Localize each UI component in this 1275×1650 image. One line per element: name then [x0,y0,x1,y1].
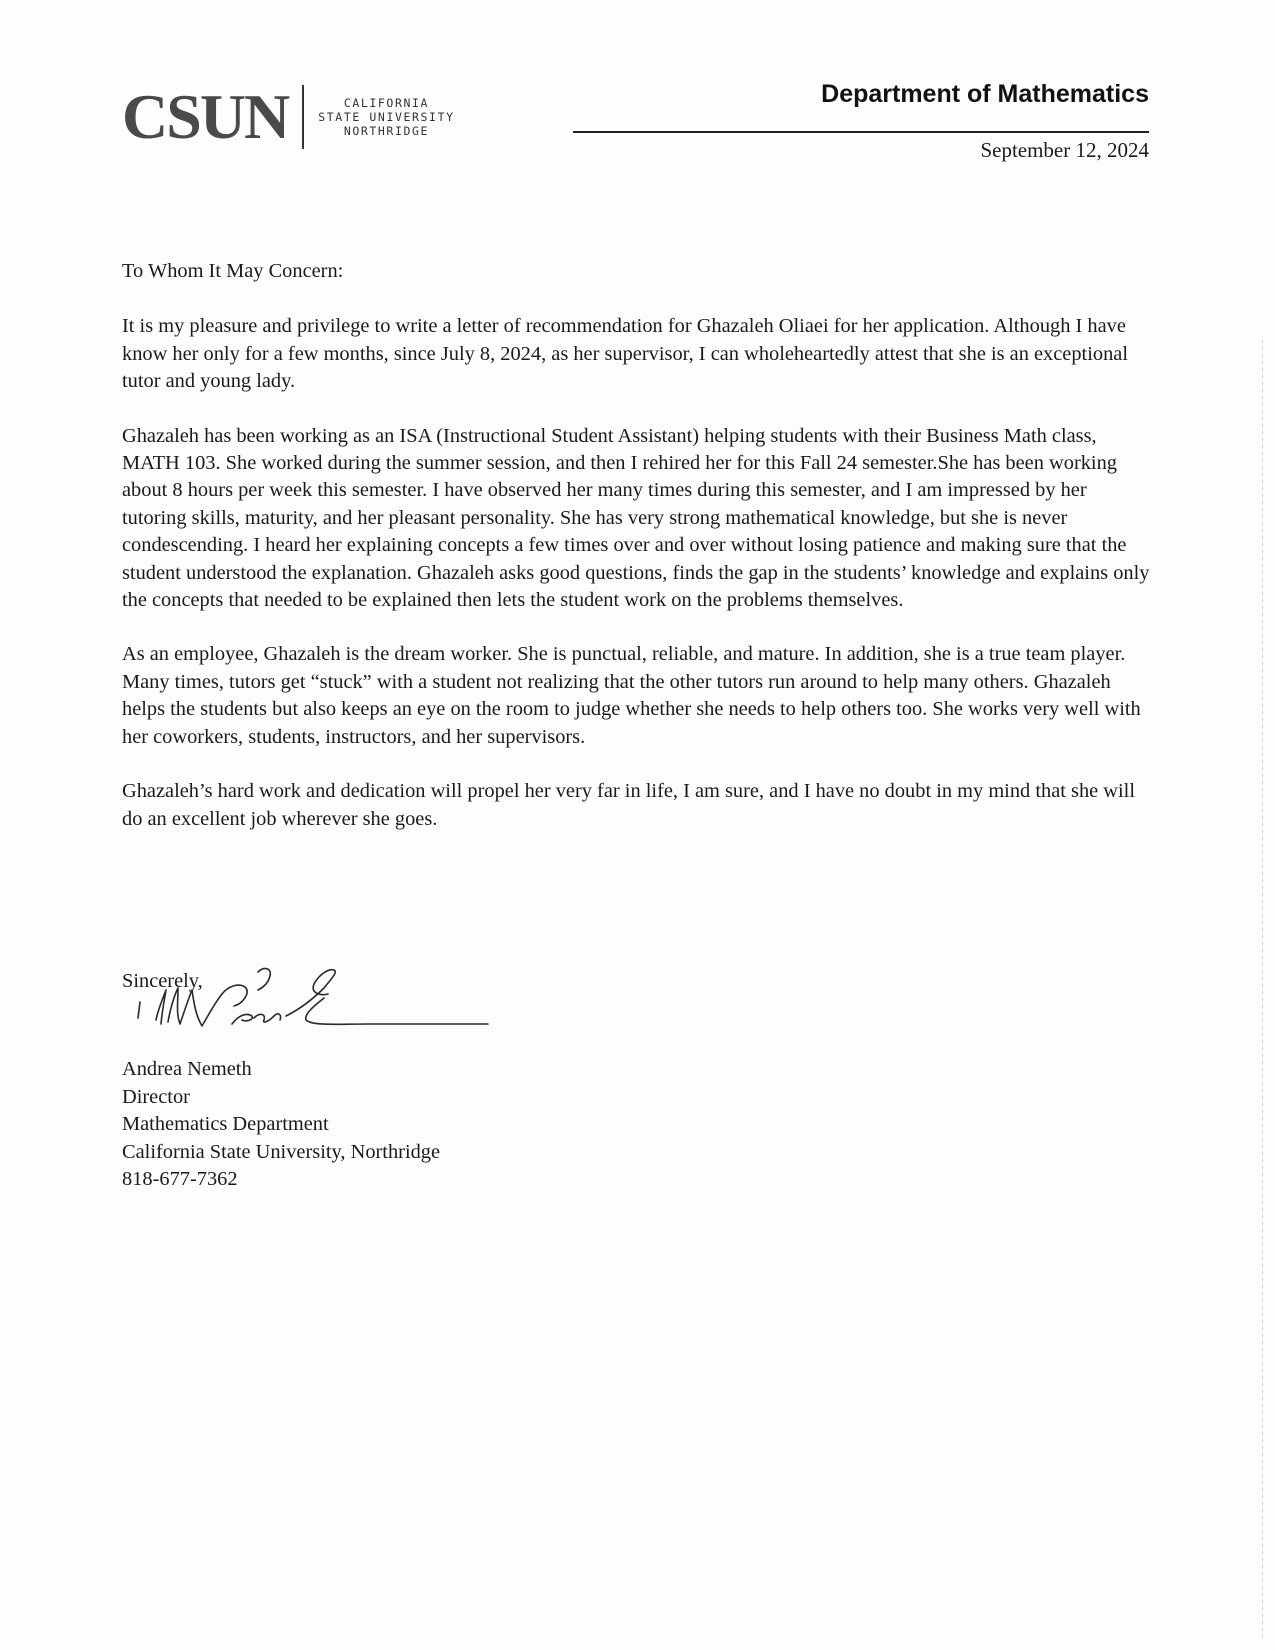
logo-line: CALIFORNIA [343,96,430,110]
closing: Sincerely, [122,970,203,992]
signatory-department: Mathematics Department [122,1113,329,1136]
signatory-name: Andrea Nemeth [122,1058,252,1080]
csun-logo [122,82,455,152]
salutation: To Whom It May Concern: [122,260,344,282]
paragraph: As an employee, Ghazaleh is the dream worker. She is punctual, reliable, and mature. In addition, she is a true team player. Many times, tutors get “stuck” with a student not realizing that the other tutors run around to help many others. Ghazaleh helps the students but also keeps an eye on the room to judge whether she needs to help others too. She works very well with her coworkers, students, instructors, and her supervisors. [122,643,1141,748]
letter-body [122,258,1152,860]
scan-edge [1262,340,1263,1640]
signatory-institution: California State University, Northridge [122,1140,441,1163]
logo-line: STATE UNIVERSITY [318,110,455,124]
paragraph: Ghazaleh’s hard work and dedication will propel her very far in life, I am sure, and I have no doubt in my mind that she will do an excellent job wherever she goes. [122,780,1136,830]
signatory-title: Director [122,1085,190,1108]
logo-mark: CSUN [122,81,289,152]
header-rule [573,131,1149,133]
logo-divider [302,85,304,149]
handwritten-signature [128,960,528,1060]
paragraph: It is my pleasure and privilege to write a letter of recommendation for Ghazaleh Oliaei for her application. Although I have know her only for a few months, since July 8, 2024, as her supervisor, I can wholeheartedly attest that she is an exceptional tutor and young lady. [122,315,1128,393]
signatory-phone: 818-677-7362 [122,1168,238,1191]
paragraph: Ghazaleh has been working as an ISA (Instructional Student Assistant) helping students with their Business Math class, MATH 103. She worked during the summer session, and then I rehired her for this Fall 24 semester.She has been working about 8 hours per week this semester. I have observed her many times during this semester, and I am impressed by her tutoring skills, maturity, and her pleasant personality. She has very strong mathematical knowledge, but she is never condescending. I heard her explaining concepts a few times over and over without losing patience and making sure that the student understood the explanation. Ghazaleh asks good questions, finds the gap in the students’ knowledge and explains only the concepts that needed to be explained then lets the student work on the problems themselves. [122,424,1150,612]
department-heading: Department of Mathematics [821,80,1149,108]
letter-date: September 12, 2024 [980,138,1149,162]
logo-text [318,96,454,138]
signature-block [122,1056,440,1194]
logo-line: NORTHRIDGE [343,124,430,138]
